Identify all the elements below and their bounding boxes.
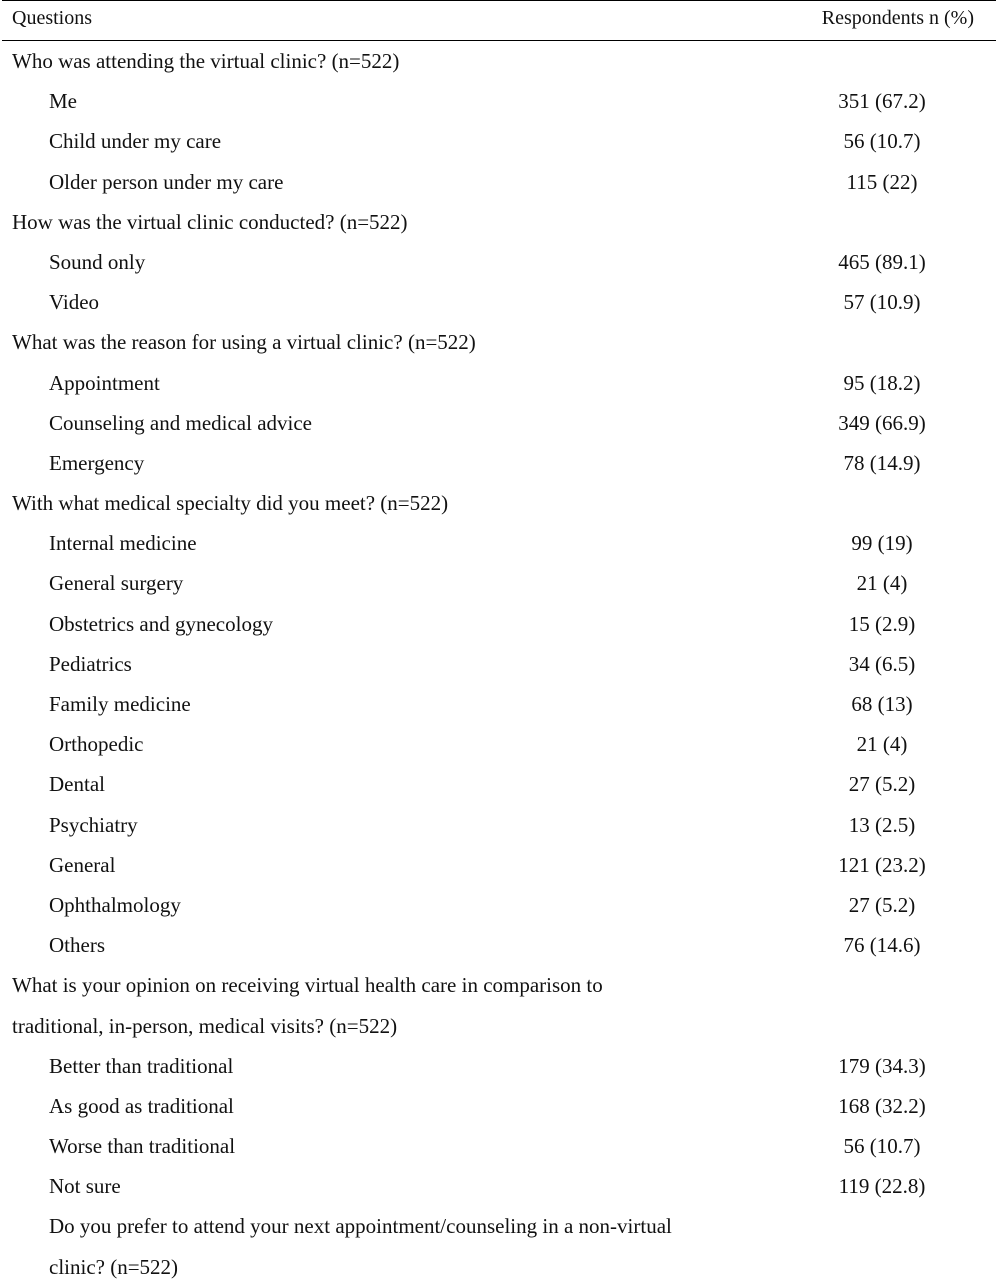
table-row-option [0,724,996,764]
row-label: Psychiatry [49,812,138,837]
row-value: 76 (14.6) [843,933,921,958]
table-row-option [0,764,996,804]
row-label: With what medical specialty did you meet? (n=522) [12,491,449,516]
table-row-option [0,1126,996,1166]
row-value: 78 (14.9) [843,450,921,475]
table-header [0,0,996,40]
row-label: What is your opinion on receiving virtual health care in comparison to [12,973,603,998]
row-label: Ophthalmology [49,892,181,917]
table-row-option [0,845,996,885]
row-label: Who was attending the virtual clinic? (n=522) [12,49,400,73]
table-row-question [0,1006,996,1046]
row-label: Me [49,89,77,114]
table-row-question [0,41,996,81]
row-value: 121 (23.2) [838,852,926,877]
table-row-option [0,282,996,322]
row-label: As good as traditional [49,1093,234,1118]
table-row-option [0,1086,996,1126]
table-row-question [0,483,996,523]
row-label: Dental [49,772,105,797]
row-value: 56 (10.7) [843,1134,921,1159]
table-row-option [0,403,996,443]
table-row-option [0,885,996,925]
row-label: Family medicine [49,692,191,716]
row-value: 115 (22) [846,169,918,194]
table-row-question [0,1247,996,1287]
row-value: 465 (89.1) [838,249,926,274]
row-label: Video [49,290,100,315]
row-value: 27 (5.2) [848,772,916,797]
table-body [0,41,996,1287]
row-value: 15 (2.9) [848,611,916,636]
table-row-option [0,563,996,603]
table-row-question [0,322,996,362]
row-value: 119 (22.8) [838,1174,926,1199]
row-label: clinic? (n=522) [49,1254,179,1279]
row-value: 168 (32.2) [838,1093,926,1118]
row-label: Emergency [49,450,145,475]
table-row-question [0,965,996,1005]
row-label: Appointment [49,370,160,395]
row-label: Not sure [49,1174,121,1199]
table-row-option [0,684,996,724]
row-label: Sound only [49,249,146,274]
row-value: 34 (6.5) [848,651,916,676]
row-label: Better than traditional [49,1053,234,1078]
table-row-question [0,202,996,242]
row-value: 349 (66.9) [838,410,926,435]
header-respondents: Respondents n (%) [821,7,974,29]
row-value: 56 (10.7) [843,129,921,154]
row-label: How was the virtual clinic conducted? (n=522) [12,209,408,234]
row-label: What was the reason for using a virtual clinic? (n=522) [12,330,476,355]
row-value: 13 (2.5) [848,812,916,837]
row-label: Worse than traditional [49,1134,236,1159]
table-row-option [0,363,996,403]
row-value: 68 (13) [851,692,913,716]
table-row-question [0,1206,996,1246]
row-value: 99 (19) [851,531,913,556]
row-label: Pediatrics [49,651,132,676]
table-row-option [0,162,996,202]
table-row-option [0,443,996,483]
row-value: 351 (67.2) [838,89,926,114]
row-value: 57 (10.9) [843,290,921,315]
row-value: 21 (4) [856,732,908,757]
row-label: Older person under my care [49,169,284,194]
table-row-option [0,1046,996,1086]
row-label: Child under my care [49,129,222,154]
table-row-option [0,925,996,965]
table-row-option [0,121,996,161]
table-row-option [0,242,996,282]
table-row-option [0,523,996,563]
row-value: 21 (4) [856,571,908,596]
table-row-option [0,81,996,121]
table-row-option [0,1166,996,1206]
table-row-option [0,805,996,845]
row-label: Obstetrics and gynecology [49,611,273,636]
row-label: traditional, in-person, medical visits? (n=522) [12,1013,398,1038]
row-label: Internal medicine [49,531,197,556]
row-label: General [49,852,116,877]
row-value: 179 (34.3) [838,1053,926,1078]
row-label: General surgery [49,571,184,596]
row-value: 95 (18.2) [843,370,921,395]
row-label: Others [49,933,105,958]
row-label: Orthopedic [49,732,144,757]
row-label: Counseling and medical advice [49,410,313,435]
table-row-option [0,604,996,644]
table-row-option [0,644,996,684]
header-questions: Questions [12,7,92,29]
row-label: Do you prefer to attend your next appointment/counseling in a non-virtual [49,1214,672,1239]
row-value: 27 (5.2) [848,892,916,917]
